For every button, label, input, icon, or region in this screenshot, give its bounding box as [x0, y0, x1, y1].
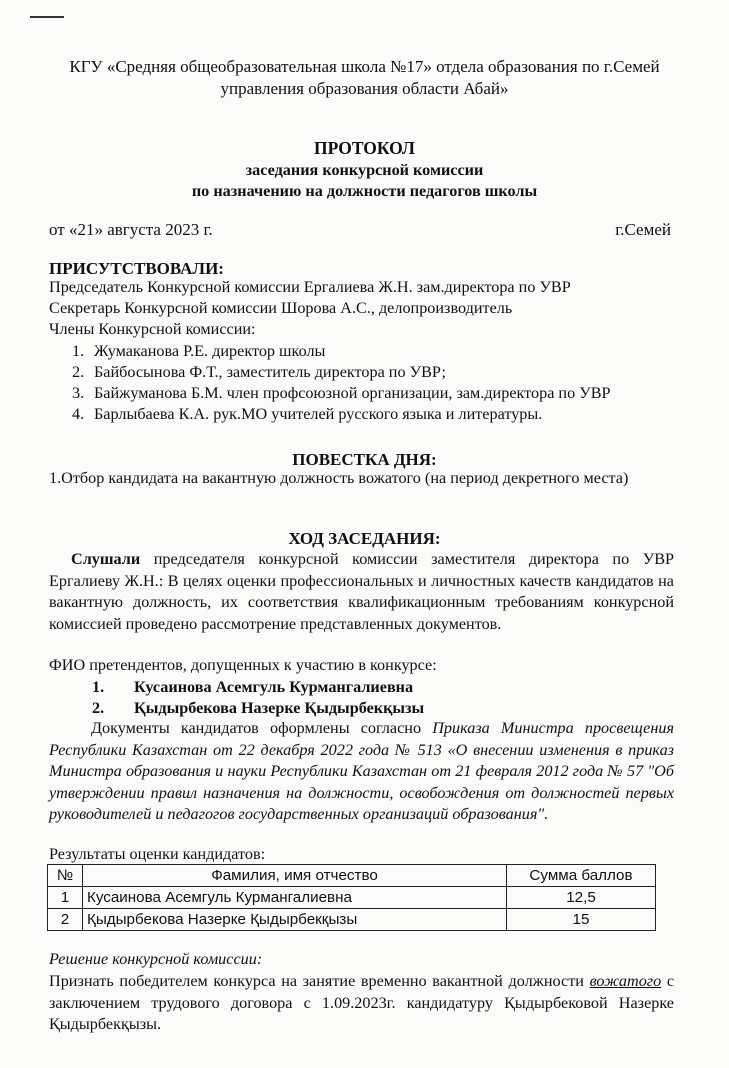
candidate-number: 2.: [92, 699, 105, 717]
member-text: Жумаканова Р.Е. директор школы: [94, 342, 326, 360]
document-subtitle-2: по назначению на должности педагогов школы: [191, 182, 538, 200]
results-table: [47, 864, 656, 931]
member-item: [72, 383, 611, 404]
document-subtitle-1: заседания конкурсной комиссии: [245, 161, 484, 179]
table-row: [48, 909, 656, 931]
decision-paragraph: [49, 971, 674, 1036]
row-score: 12,5: [507, 887, 656, 909]
chair-line: Председатель Конкурсной комиссии Ергалиева Ж.Н. зам.директора по УВР: [49, 278, 571, 296]
candidate-number: 1.: [92, 678, 105, 696]
member-number: 2.: [72, 363, 85, 381]
member-text: Байбосынова Ф.Т., заместитель директора по УВР;: [94, 363, 446, 381]
member-number: 1.: [72, 342, 85, 360]
heard-text: председателя конкурсной комиссии заместителя директора по УВР Ергалиеву Ж.Н.: В целях оценки профессиональных и личностных качеств кандидатов на вакантную должность, их соответствия квалификационным требованиям конкурсной комиссией проведено рассмотрение представленных документов.: [49, 550, 674, 633]
member-number: 3.: [72, 384, 85, 402]
header-name: Фамилия, имя отчество: [83, 865, 507, 887]
org-line-2: управления образования области Абай»: [220, 79, 509, 98]
agenda-item: 1.Отбор кандидата на вакантную должность вожатого (на период декретного места): [49, 469, 629, 487]
decision-text-before: Признать победителем конкурса на занятие временно вакантной должности: [49, 972, 590, 990]
member-number: 4.: [72, 405, 85, 423]
org-line-1: КГУ «Средняя общеобразовательная школа №17» отдела образования по г.Семей: [69, 57, 660, 76]
secretary-line: Секретарь Конкурсной комиссии Шорова А.С., делопроизводитель: [49, 299, 513, 317]
agenda-heading: ПОВЕСТКА ДНЯ:: [292, 450, 437, 469]
proceedings-heading: ХОД ЗАСЕДАНИЯ:: [288, 529, 441, 548]
row-name: Қыдырбекова Назерке Қыдырбекқызы: [83, 909, 507, 931]
scan-mark: [30, 16, 64, 18]
document-title: ПРОТОКОЛ: [314, 138, 415, 158]
row-number: 1: [48, 887, 83, 909]
table-row: [48, 887, 656, 909]
documents-order-reference: Приказа Министра просвещения Республики Казахстан от 22 декабря 2022 года № 513 «О внесении изменения в приказ Министра образования и науки Республики Казахстан от 21 февраля 2012 года № 57 "Об утверждении правил назначения на должности, освобождения от должностей первых руководителей и педагогов государственных организаций образования".: [49, 719, 675, 824]
candidate-name: Кусаинова Асемгуль Курмангалиевна: [134, 678, 414, 696]
decision-position: вожатого: [589, 972, 662, 990]
document-city: г.Семей: [615, 220, 671, 239]
member-item: [72, 362, 446, 383]
candidate-item: [92, 677, 413, 698]
candidate-name: Қыдырбекова Назерке Қыдырбекқызы: [134, 699, 425, 717]
header-number: №: [48, 865, 83, 887]
document-date: от «21» августа 2023 г.: [49, 220, 213, 239]
members-label: Члены Конкурсной комиссии:: [49, 320, 256, 338]
header-score: Сумма баллов: [507, 865, 656, 887]
row-number: 2: [48, 909, 83, 931]
table-header-row: [48, 865, 656, 887]
row-score: 15: [507, 909, 656, 931]
member-item: [72, 404, 542, 425]
row-name: Кусаинова Асемгуль Курмангалиевна: [83, 887, 507, 909]
candidate-item: [92, 698, 424, 719]
attendance-heading: ПРИСУТСТВОВАЛИ:: [49, 259, 224, 278]
member-item: [72, 341, 325, 362]
decision-heading: Решение конкурсной комиссии:: [49, 950, 263, 968]
member-text: Барлыбаева К.А. рук.МО учителей русского языка и литературы.: [94, 405, 543, 423]
decision-text-after: с заключением трудового договора с 1.09.2023г. кандидатуру Қыдырбековой Назерке Қыдырбекқызы.: [49, 972, 675, 1034]
results-label: Результаты оценки кандидатов:: [49, 845, 266, 863]
documents-paragraph: [49, 718, 674, 826]
heard-lead: Слушали: [71, 550, 141, 568]
documents-text: Документы кандидатов оформлены согласно: [91, 719, 433, 737]
member-text: Байжуманова Б.М. член профсоюзной организации, зам.директора по УВР: [94, 384, 611, 402]
heard-paragraph: [49, 549, 674, 635]
candidates-label: ФИО претендентов, допущенных к участию в конкурсе:: [49, 656, 437, 674]
